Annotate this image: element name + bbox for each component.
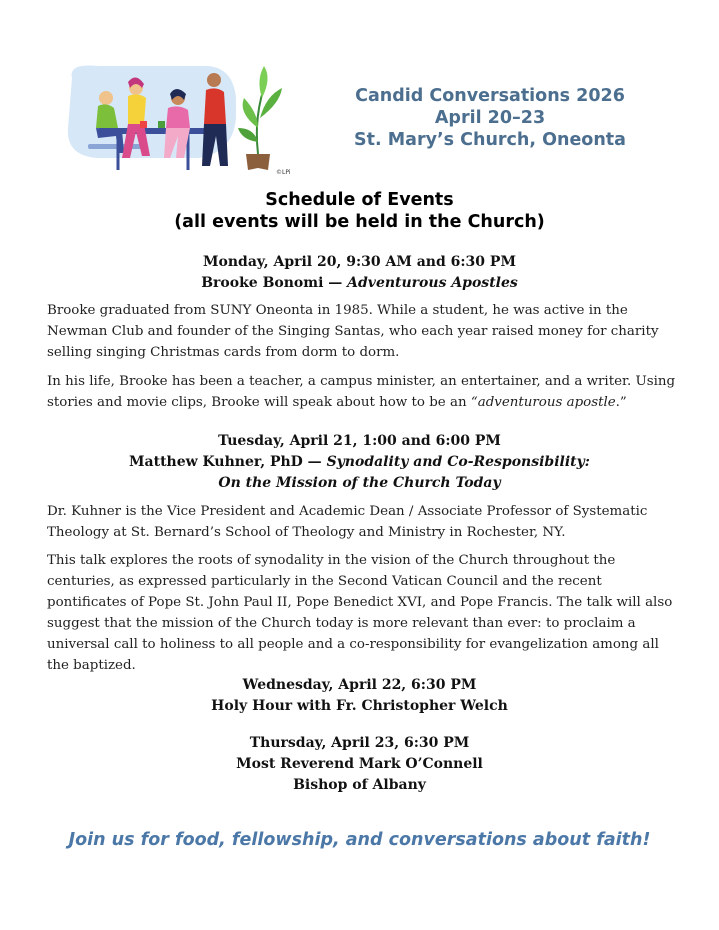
speaker-name: Matthew Kuhner, PhD — bbox=[129, 454, 327, 470]
illustration-credit: ©LPi bbox=[276, 169, 291, 176]
event-monday-bio: Brooke graduated from SUNY Oneonta in 1985. While a student, he was active in the Newman Club and founder of the Singing Santas, who each year raised money for charity selling singing Christmas cards from dorm to dorm. bbox=[47, 303, 659, 360]
description-emphasis: “adventurous apostle bbox=[470, 395, 616, 410]
event-monday-description bbox=[47, 371, 677, 413]
header-location: St. Mary’s Church, Oneonta bbox=[354, 130, 626, 150]
talk-title: Synodality and Co-Responsibility: bbox=[326, 454, 590, 470]
event-when: Thursday, April 23, 6:30 PM bbox=[249, 735, 470, 751]
schedule-title-line2: (all events will be held in the Church) bbox=[174, 212, 545, 232]
description-text: In his life, Brooke has been a teacher, a campus minister, an entertainer, and a writer. Using stories and movie clips, Brooke will speak about how to be an bbox=[47, 374, 676, 410]
description-end: .” bbox=[615, 395, 627, 410]
event-detail-title: Bishop of Albany bbox=[293, 777, 426, 793]
footer-invitation: Join us for food, fellowship, and conversations about faith! bbox=[68, 830, 651, 850]
event-tuesday-description: This talk explores the roots of synodality in the vision of the Church throughout the centuries, as expressed particularly in the Second Vatican Council and the recent pontificates of Pope St. John Paul II, Pope Benedict XVI, and Pope Francis. The talk will also suggest that the mission of the Church today is more relevant than ever: to proclaim a universal call to holiness to all people and a co-responsibility for evangelization among all the baptized. bbox=[47, 553, 673, 673]
event-tuesday-bio: Dr. Kuhner is the Vice President and Academic Dean / Associate Professor of Systematic Theology at St. Bernard’s School of Theology and Ministry in Rochester, NY. bbox=[47, 504, 648, 540]
event-tuesday-heading bbox=[0, 431, 719, 494]
talk-subtitle: On the Mission of the Church Today bbox=[218, 475, 501, 491]
conversation-illustration bbox=[58, 58, 298, 176]
event-header bbox=[340, 85, 640, 151]
event-when: Wednesday, April 22, 6:30 PM bbox=[242, 677, 477, 693]
event-monday-heading bbox=[0, 252, 719, 294]
event-when: Monday, April 20, 9:30 AM and 6:30 PM bbox=[203, 254, 516, 270]
header-dates: April 20–23 bbox=[434, 108, 546, 128]
schedule-title-line1: Schedule of Events bbox=[265, 190, 454, 210]
event-speaker bbox=[0, 273, 719, 294]
event-detail: Most Reverend Mark O’Connell bbox=[236, 756, 483, 772]
speaker-name: Brooke Bonomi — bbox=[201, 275, 348, 291]
header-title: Candid Conversations 2026 bbox=[355, 86, 625, 106]
event-when: Tuesday, April 21, 1:00 and 6:00 PM bbox=[218, 433, 501, 449]
event-thursday-heading bbox=[0, 733, 719, 796]
event-speaker bbox=[0, 452, 719, 473]
schedule-title bbox=[0, 189, 719, 233]
event-detail: Holy Hour with Fr. Christopher Welch bbox=[211, 698, 508, 714]
talk-title: Adventurous Apostles bbox=[347, 275, 518, 291]
event-wednesday-heading bbox=[0, 675, 719, 717]
